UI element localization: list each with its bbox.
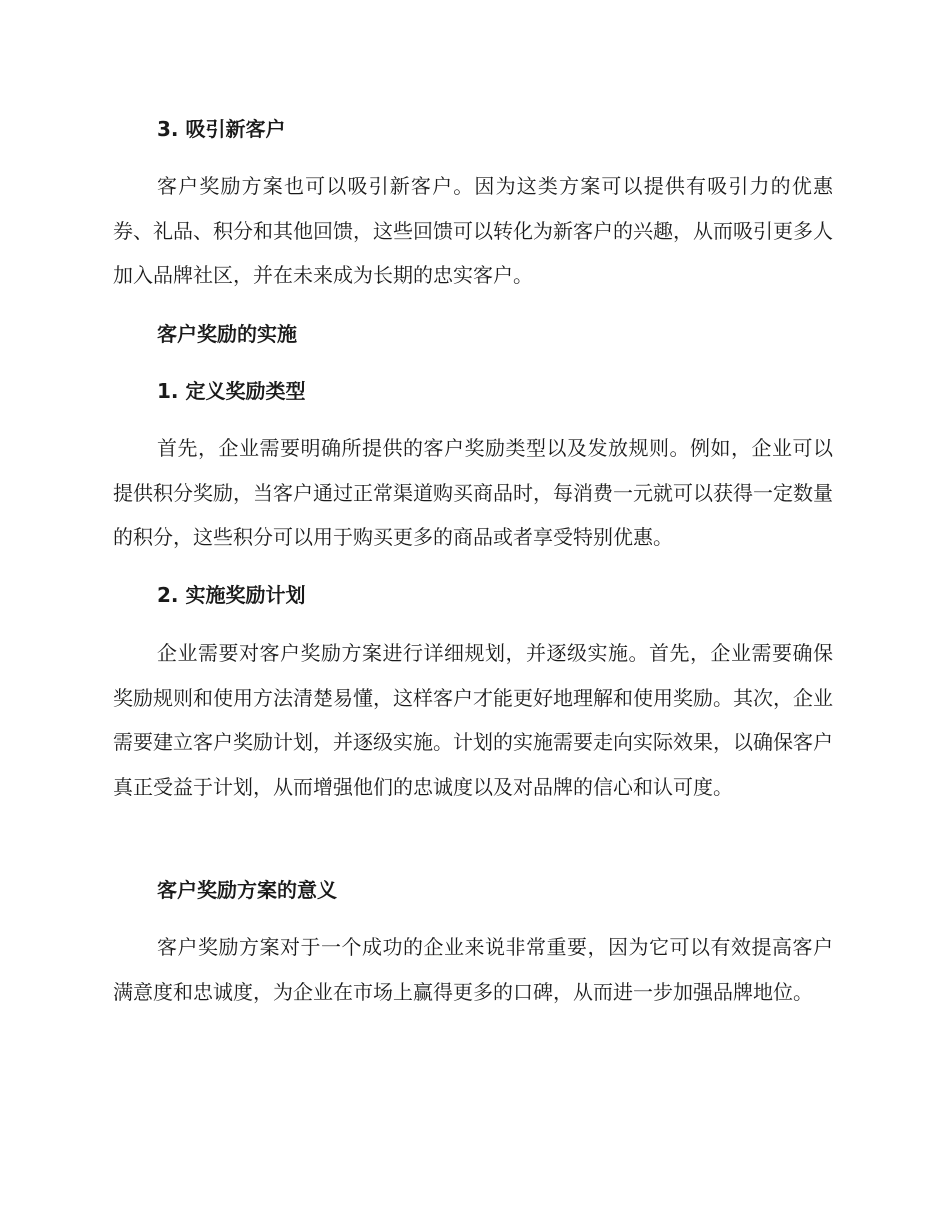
paragraph-attract-new-customers: 客户奖励方案也可以吸引新客户。因为这类方案可以提供有吸引力的优惠券、礼品、积分和其他回馈，这些回馈可以转化为新客户的兴趣，从而吸引更多人加入品牌社区，并在未来成为长期的忠实客户。 — [113, 174, 833, 287]
paragraph-define-reward-types: 首先，企业需要明确所提供的客户奖励类型以及发放规则。例如，企业可以提供积分奖励，当客户通过正常渠道购买商品时，每消费一元就可以获得一定数量的积分，这些积分可以用于购买更多的商品或者享受特别优惠。 — [113, 436, 833, 549]
paragraph-implement-reward-plan: 企业需要对客户奖励方案进行详细规划，并逐级实施。首先，企业需要确保奖励规则和使用方法清楚易懂，这样客户才能更好地理解和使用奖励。其次，企业需要建立客户奖励计划，并逐级实施。计划的实施需要走向实际效果，以确保客户真正受益于计划，从而增强他们的忠诚度以及对品牌的信心和认可度。 — [113, 641, 833, 799]
section-heading-reward-implementation: 客户奖励的实施 — [157, 322, 297, 346]
paragraph-program-significance: 客户奖励方案对于一个成功的企业来说非常重要，因为它可以有效提高客户满意度和忠诚度，为企业在市场上赢得更多的口碑，从而进一步加强品牌地位。 — [113, 935, 833, 1004]
section-heading-implement-reward-plan: 2. 实施奖励计划 — [157, 583, 306, 607]
section-heading-program-significance: 客户奖励方案的意义 — [157, 878, 337, 902]
section-heading-define-reward-types: 1. 定义奖励类型 — [157, 379, 306, 403]
section-heading-attract-new-customers: 3. 吸引新客户 — [157, 117, 286, 141]
